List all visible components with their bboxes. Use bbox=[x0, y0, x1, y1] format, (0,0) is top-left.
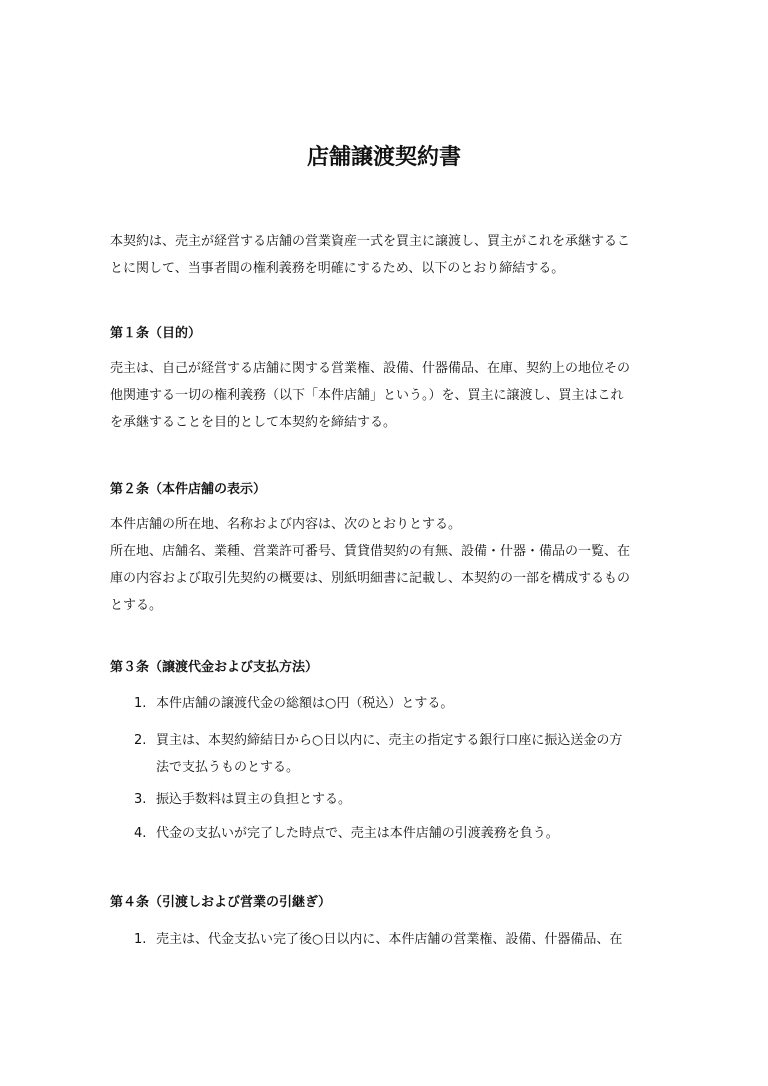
list-item-text: 本件店舗の譲渡代金の総額は○円（税込）とする。 bbox=[156, 696, 454, 711]
article-2-line: 所在地、店舗名、業種、営業許可番号、賃貸借契約の有無、設備・什器・備品の一覧、在 bbox=[110, 544, 631, 559]
article-4-item-1 bbox=[134, 926, 664, 953]
article-1-line: を承継することを目的として本契約を締結する。 bbox=[110, 415, 397, 430]
list-item-text: 法で支払うものとする。 bbox=[156, 760, 300, 775]
document-title: 店舗譲渡契約書 bbox=[306, 145, 461, 170]
list-number: 2. bbox=[134, 733, 147, 748]
list-item-text: 振込手数料は買主の負担とする。 bbox=[156, 792, 352, 807]
list-number: 1. bbox=[134, 696, 147, 711]
list-number: 1. bbox=[134, 932, 147, 947]
article-3-item-2 bbox=[134, 727, 664, 781]
list-number: 3. bbox=[134, 792, 147, 807]
article-2-body bbox=[110, 511, 660, 619]
article-1-heading: 第１条（目的） bbox=[110, 326, 202, 341]
list-item-text: 売主は、代金支払い完了後○日以内に、本件店舗の営業権、設備、什器備品、在 bbox=[156, 932, 623, 947]
article-3-heading: 第３条（譲渡代金および支払方法） bbox=[110, 660, 319, 675]
article-1-body bbox=[110, 355, 660, 436]
list-number: 4. bbox=[134, 826, 147, 841]
article-2-line: 庫の内容および取引先契約の概要は、別紙明細書に記載し、本契約の一部を構成するもの bbox=[110, 571, 631, 586]
preamble-line: 本契約は、売主が経営する店舗の営業資産一式を買主に譲渡し、買主がこれを承継するこ bbox=[110, 234, 631, 249]
article-3-item-3 bbox=[134, 786, 664, 813]
list-item-text: 買主は、本契約締結日から○日以内に、売主の指定する銀行口座に振込送金の方 bbox=[156, 733, 623, 748]
article-2-line: 本件店舗の所在地、名称および内容は、次のとおりとする。 bbox=[110, 517, 462, 532]
article-2-heading: 第２条（本件店舗の表示） bbox=[110, 482, 267, 497]
article-3-item-4 bbox=[134, 820, 664, 847]
list-item-text: 代金の支払いが完了した時点で、売主は本件店舗の引渡義務を負う。 bbox=[156, 826, 559, 841]
article-1-line: 売主は、自己が経営する店舗に関する営業権、設備、什器備品、在庫、契約上の地位その bbox=[110, 361, 631, 376]
article-2-line: とする。 bbox=[110, 598, 163, 613]
preamble-line: とに関して、当事者間の権利義務を明確にするため、以下のとおり締結する。 bbox=[110, 261, 565, 276]
article-3-item-1 bbox=[134, 690, 664, 717]
article-1-line: 他関連する一切の権利義務（以下「本件店舗」という。）を、買主に譲渡し、買主はこれ bbox=[110, 388, 624, 403]
preamble bbox=[110, 228, 660, 282]
article-4-heading: 第４条（引渡しおよび営業の引継ぎ） bbox=[110, 895, 332, 910]
